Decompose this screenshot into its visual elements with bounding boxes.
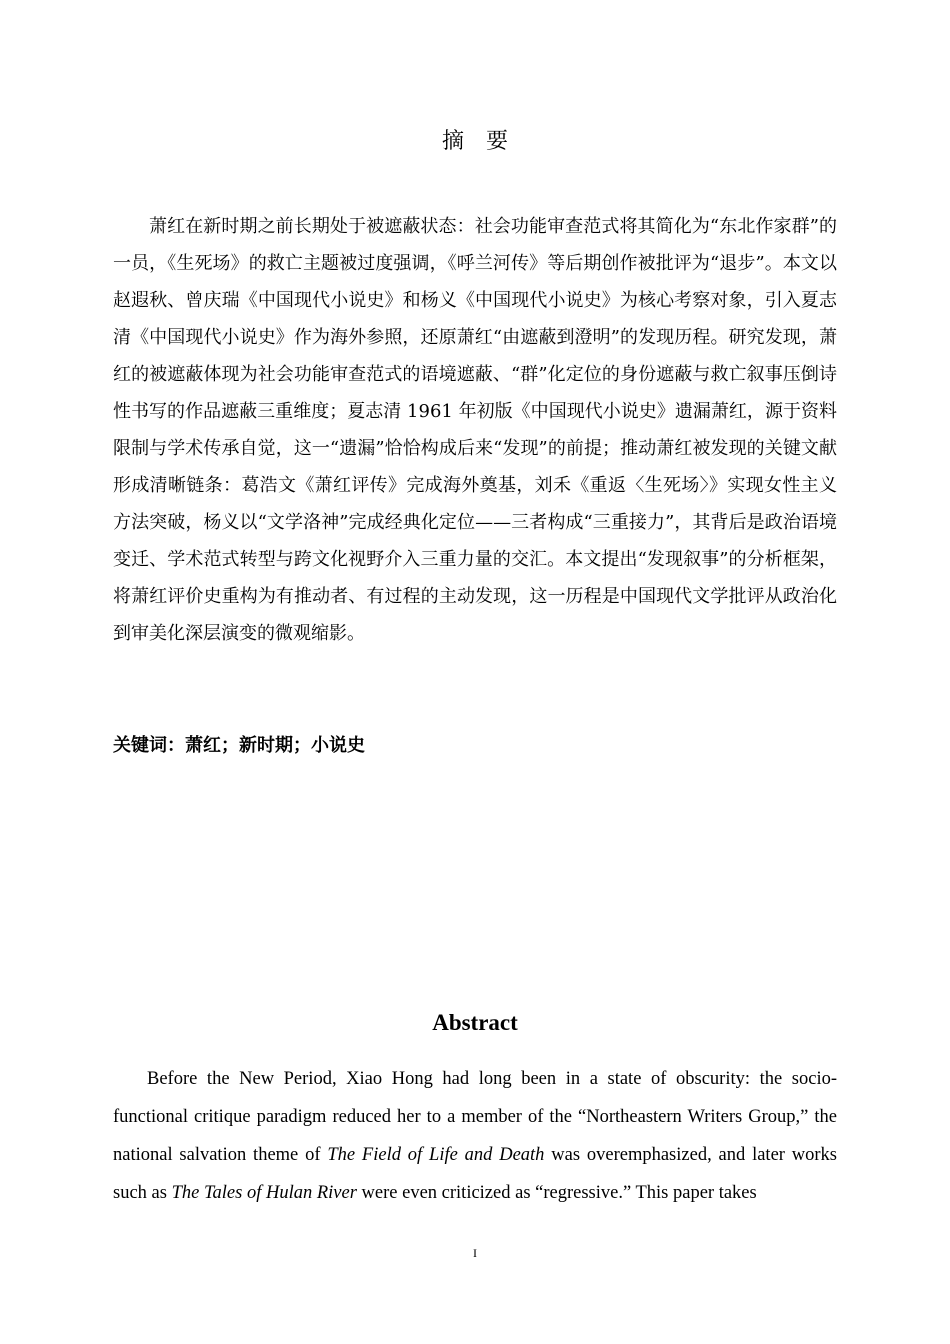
english-abstract-body [113, 1060, 837, 1212]
page-number: I [473, 1246, 477, 1260]
english-abstract-text-3: were even criticized as “regressive.” This paper takes [356, 1183, 757, 1203]
chinese-keywords: 关键词：萧红；新时期；小说史 [113, 735, 365, 756]
chinese-abstract-body: 萧红在新时期之前长期处于被遮蔽状态：社会功能审查范式将其简化为“东北作家群”的一员，《生死场》的救亡主题被过度强调，《呼兰河传》等后期创作被批评为“退步”。本文以赵遐秋、曾庆瑞《中国现代小说史》和杨义《中国现代小说史》为核心考察对象，引入夏志清《中国现代小说史》作为海外参照，还原萧红“由遮蔽到澄明”的发现历程。研究发现，萧红的被遮蔽体现为社会功能审查范式的语境遮蔽、“群”化定位的身份遮蔽与救亡叙事压倒诗性书写的作品遮蔽三重维度；夏志清 1961 年初版《中国现代小说史》遗漏萧红，源于资料限制与学术传承自觉，这一“遗漏”恰恰构成后来“发现”的前提；推动萧红被发现的关键文献形成清晰链条：葛浩文《萧红评传》完成海外奠基，刘禾《重返〈生死场〉》实现女性主义方法突破，杨义以“文学洛神”完成经典化定位——三者构成“三重接力”，其背后是政治语境变迁、学术范式转型与跨文化视野介入三重力量的交汇。本文提出“发现叙事”的分析框架，将萧红评价史重构为有推动者、有过程的主动发现，这一历程是中国现代文学批评从政治化到审美化深层演变的微观缩影。 [113, 216, 837, 644]
english-abstract-text-1: Before the New Period, Xiao Hong had long been in a state of obscurity: the socio-functional critique paradigm reduced her to a member of the “Northeastern Writers Group,” the national salvation theme of [113, 1069, 837, 1165]
chinese-abstract-title: 摘要 [441, 129, 530, 154]
work-title-tales-of-hulan-river: The Tales of Hulan River [171, 1183, 357, 1203]
english-abstract-title: Abstract [432, 1010, 518, 1035]
work-title-field-of-life-and-death: The Field of Life and Death [327, 1145, 545, 1165]
english-abstract-text-2: was overemphasized, and later works such as [113, 1145, 837, 1203]
